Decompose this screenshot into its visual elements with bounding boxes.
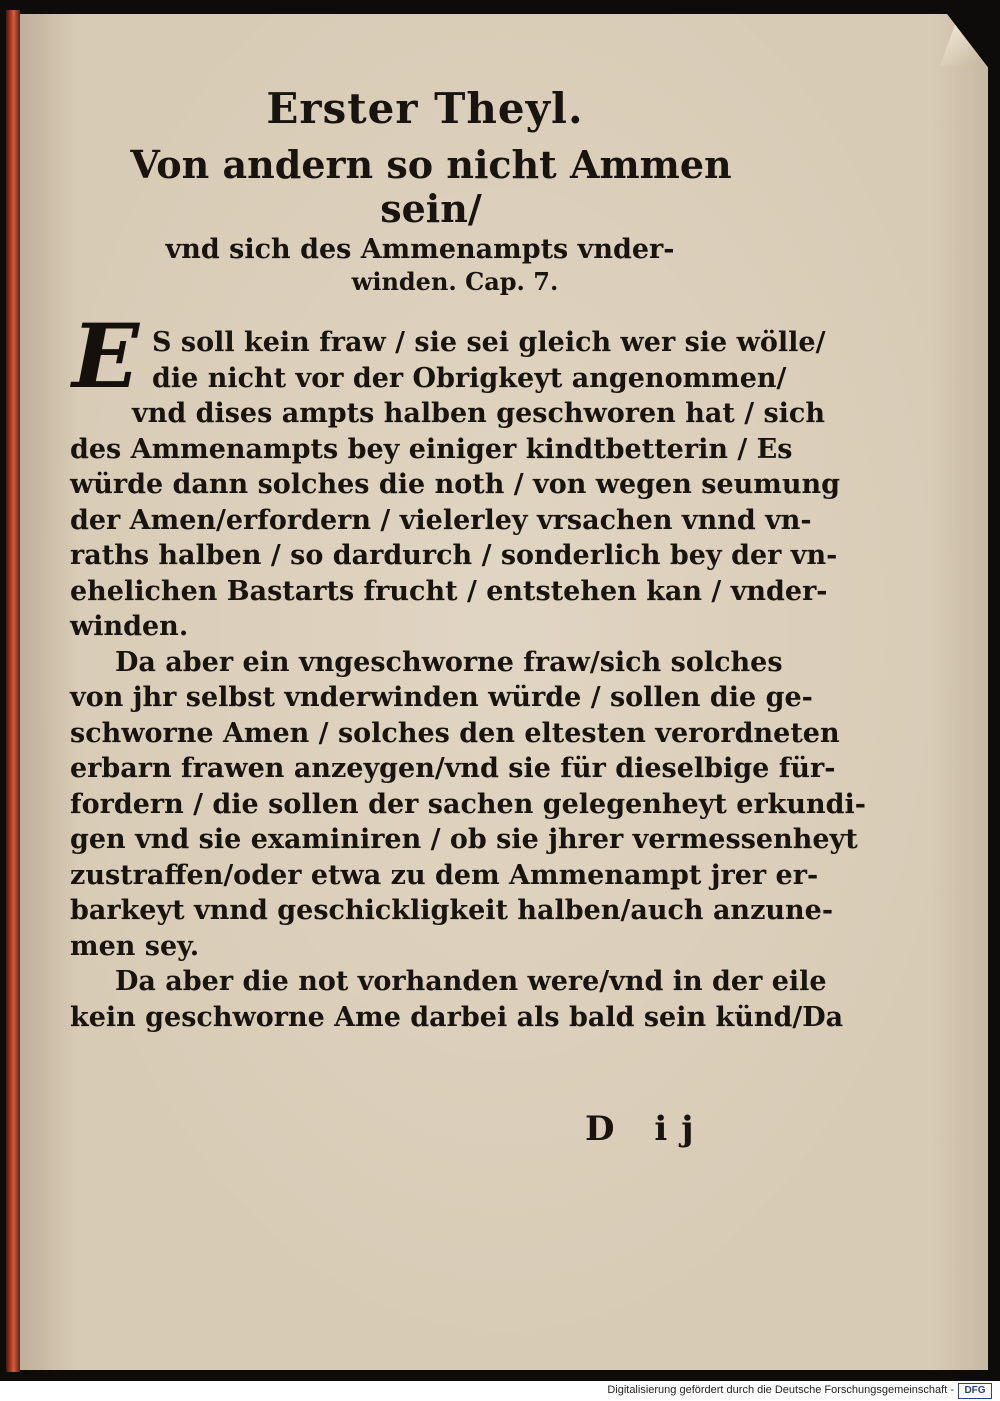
text-line: schworne Amen / solches den eltesten verordneten bbox=[70, 717, 840, 749]
paragraph-3 bbox=[70, 964, 844, 1035]
paragraph-1 bbox=[70, 325, 840, 645]
page-text bbox=[70, 84, 866, 1035]
text-line: von jhr selbst vnderwinden würde / sollen die ge- bbox=[70, 682, 813, 713]
book-page bbox=[20, 14, 988, 1370]
text-line: fordern / die sollen der sachen gelegenheyt erkundi- bbox=[70, 788, 866, 820]
paragraph-2 bbox=[70, 645, 866, 965]
text-line: men sey. bbox=[70, 930, 200, 962]
dfg-logo: DFG bbox=[958, 1383, 992, 1399]
footer-bar bbox=[0, 1381, 1000, 1401]
book-edge bbox=[6, 10, 20, 1372]
funding-credit: Digitalisierung gefördert durch die Deutsche Forschungsgemeinschaft - bbox=[607, 1384, 954, 1396]
page-corner-shadow bbox=[944, 10, 990, 70]
text-line: barkeyt vnnd geschickligkeit halben/auch anzune- bbox=[70, 895, 834, 926]
chapter-title: Von andern so nicht Ammen sein/ bbox=[130, 142, 732, 231]
text-line: winden. bbox=[70, 611, 189, 642]
text-line: vnd dises ampts halben geschworen hat / sich bbox=[132, 398, 825, 429]
text-line: raths halben / so dardurch / sonderlich bey der vn- bbox=[70, 540, 838, 571]
text-line: erbarn frawen anzeygen/vnd sie für dieselbige für- bbox=[70, 753, 836, 784]
signature-mark: D ij bbox=[585, 1109, 708, 1149]
chapter-subtitle: vnd sich des Ammenampts vnder- bbox=[165, 234, 675, 265]
text-line: kein geschworne Ame darbei als bald sein künd/Da bbox=[70, 1001, 844, 1033]
text-line: Da aber ein vngeschworne fraw/sich solches bbox=[115, 646, 783, 678]
drop-cap-initial: E bbox=[72, 304, 140, 408]
part-title: Erster Theyl. bbox=[266, 84, 584, 133]
text-line: zustraffen/oder etwa zu dem Ammenampt jrer er- bbox=[70, 859, 819, 891]
text-line: des Ammenampts bey einiger kindtbetterin / Es bbox=[70, 433, 793, 465]
text-line: gen vnd sie examiniren / ob sie jhrer vermessenheyt bbox=[70, 824, 858, 855]
text-line: die nicht vor der Obrigkeyt angenommen/ bbox=[152, 362, 787, 394]
text-line: würde dann solches die noth / von wegen seumung bbox=[70, 469, 840, 500]
text-line: S soll kein fraw / sie sei gleich wer sie wölle/ bbox=[152, 327, 826, 358]
text-line: ehelichen Bastarts frucht / entstehen kan / vnder- bbox=[70, 575, 828, 607]
text-line: Da aber die not vorhanden were/vnd in der eile bbox=[115, 966, 827, 997]
text-line: der Amen/erfordern / vielerley vrsachen vnnd vn- bbox=[70, 504, 812, 536]
chapter-number: winden. Cap. 7. bbox=[351, 267, 559, 296]
